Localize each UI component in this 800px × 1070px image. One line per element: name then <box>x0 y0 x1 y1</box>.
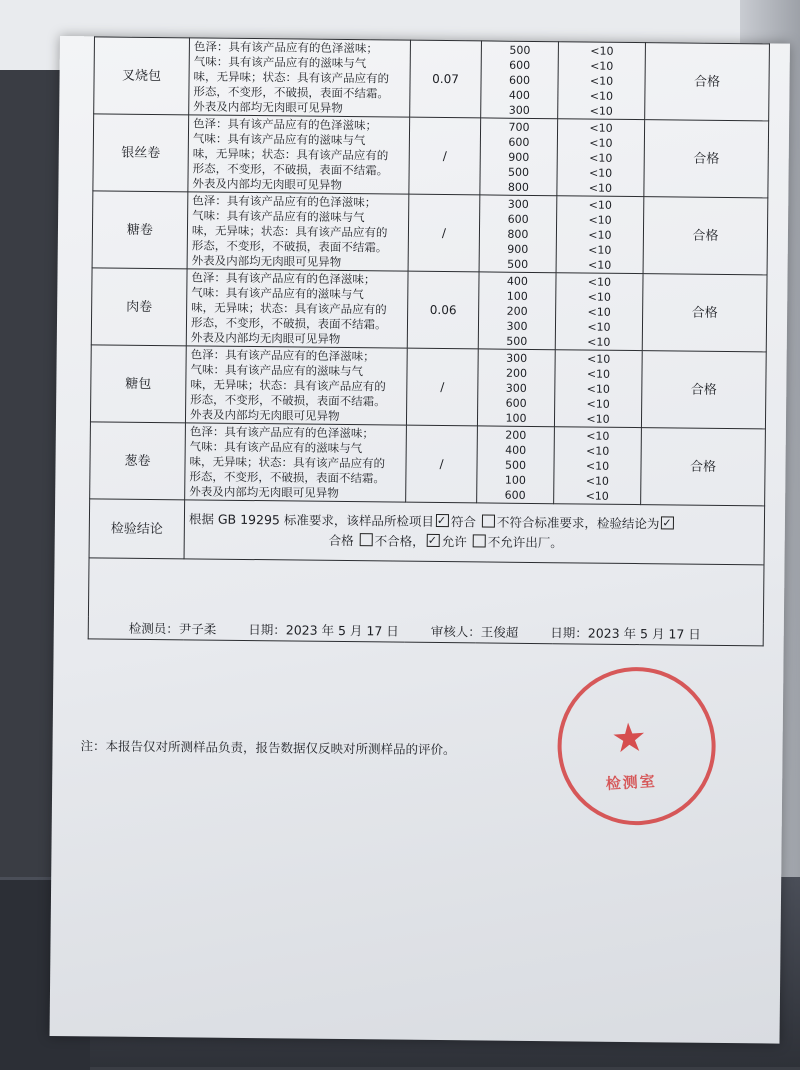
coliform-value: <10 <box>590 44 614 58</box>
coliform-value: <10 <box>589 74 614 88</box>
item-coliform <box>554 350 642 428</box>
checkbox-fail[interactable] <box>360 533 373 546</box>
desc-line: 味，无异味；状态：具有该产品应有的 <box>191 222 388 239</box>
desc-line: 外表及内部均无肉眼可见异物 <box>189 483 339 500</box>
plate-count: 600 <box>508 135 530 149</box>
coliform-value: <10 <box>589 104 613 118</box>
coliform-value: <10 <box>586 444 610 458</box>
plate-count: 300 <box>507 197 529 211</box>
desc-line: 形态，不变形，不破损，表面不结霜。 <box>191 237 388 254</box>
plate-count: 500 <box>509 43 531 57</box>
option-conform: 符合 <box>450 514 476 530</box>
item-coliform <box>557 119 645 197</box>
desc-line: 色泽：具有该产品应有的色泽滋味； <box>193 38 378 55</box>
desc-line: 色泽：具有该产品应有的色泽滋味； <box>192 192 377 209</box>
plate-count: 200 <box>505 428 527 442</box>
plate-count: 400 <box>508 88 530 102</box>
table-row <box>93 114 769 198</box>
plate-count: 600 <box>504 488 526 502</box>
plate-count: 500 <box>508 165 530 179</box>
plate-count: 600 <box>507 212 529 226</box>
coliform-value: <10 <box>586 412 610 426</box>
coliform-value: <10 <box>589 121 613 135</box>
coliform-value: <10 <box>588 181 613 195</box>
desc-line: 气味：具有该产品应有的滋味与气 <box>190 361 364 378</box>
item-name: 糖包 <box>90 345 186 423</box>
option-allow: 允许 <box>441 534 467 550</box>
coliform-value: <10 <box>586 429 610 443</box>
desc-line: 气味：具有该产品应有的滋味与气 <box>189 438 363 455</box>
item-value: / <box>406 348 478 426</box>
plate-count: 500 <box>506 334 528 348</box>
plate-count: 100 <box>505 411 527 425</box>
inspect-date: 日期：2023 年 5 月 17 日 <box>248 621 399 639</box>
inspection-table <box>88 36 770 646</box>
desc-line: 色泽：具有该产品应有的色泽滋味； <box>193 115 378 132</box>
coliform-value: <10 <box>587 290 611 304</box>
desc-line: 色泽：具有该产品应有的色泽滋味； <box>190 346 375 363</box>
item-result: 合格 <box>641 428 766 506</box>
item-value: / <box>406 425 478 503</box>
coliform-value: <10 <box>589 151 613 165</box>
desc-line: 气味：具有该产品应有的滋味与气 <box>193 53 367 70</box>
item-value: 0.07 <box>410 40 482 118</box>
coliform-value: <10 <box>586 352 611 366</box>
official-stamp <box>553 663 720 830</box>
item-name: 葱卷 <box>90 422 186 500</box>
coliform-value: <10 <box>588 228 612 242</box>
plate-count: 700 <box>508 120 530 134</box>
desc-line: 外表及内部均无肉眼可见异物 <box>192 175 343 192</box>
coliform-value: <10 <box>586 382 611 396</box>
desc-line: 味，无异味；状态：具有该产品应有的 <box>190 376 386 393</box>
table-row <box>92 191 768 275</box>
coliform-value: <10 <box>587 275 612 289</box>
plate-count: 900 <box>507 242 529 256</box>
item-name: 肉卷 <box>91 268 187 346</box>
item-coliform <box>555 273 643 351</box>
plate-count: 300 <box>506 319 528 333</box>
table-row <box>94 37 770 121</box>
coliform-value: <10 <box>586 367 611 381</box>
conclusion-row <box>89 499 765 565</box>
coliform-value: <10 <box>587 320 611 334</box>
coliform-value: <10 <box>585 474 610 488</box>
spacer-row <box>88 558 764 624</box>
coliform-value: <10 <box>588 166 613 180</box>
option-pass: 合格 <box>328 532 354 549</box>
plate-count: 400 <box>506 274 529 288</box>
item-value: / <box>409 117 481 195</box>
report-paper <box>50 36 790 1044</box>
coliform-value: <10 <box>585 489 609 503</box>
desc-line: 外表及内部均无肉眼可见异物 <box>190 329 341 346</box>
option-deny: 不允许出厂。 <box>487 534 563 551</box>
plate-count: 500 <box>504 458 527 472</box>
checkbox-pass[interactable] <box>661 516 674 529</box>
item-plate-counts <box>478 272 556 350</box>
item-sensory-desc <box>185 346 407 425</box>
plate-count: 400 <box>505 443 527 457</box>
coliform-value: <10 <box>586 397 610 411</box>
item-value: / <box>408 194 480 272</box>
item-plate-counts <box>477 349 555 427</box>
coliform-value: <10 <box>587 305 611 319</box>
plate-count: 300 <box>505 381 527 395</box>
item-name: 糖卷 <box>92 191 188 269</box>
item-sensory-desc <box>189 38 411 117</box>
stamp-star-icon: ★ <box>609 714 649 763</box>
coliform-value: <10 <box>587 335 611 349</box>
conclusion-part1: 根据 GB 19295 标准要求，该样品所检项目 <box>188 511 434 529</box>
inspector: 检测员：尹子柔 <box>128 620 217 637</box>
item-plate-counts <box>480 118 558 196</box>
plate-count: 800 <box>507 180 530 194</box>
desc-line: 气味：具有该产品应有的滋味与气 <box>192 130 366 147</box>
checkbox-deny[interactable] <box>473 534 486 547</box>
desc-line: 外表及内部均无肉眼可见异物 <box>189 406 340 423</box>
item-coliform <box>558 42 646 120</box>
plate-count: 100 <box>504 473 526 487</box>
conclusion-label: 检验结论 <box>89 499 185 559</box>
item-coliform <box>556 196 644 274</box>
item-sensory-desc <box>186 269 408 348</box>
item-sensory-desc <box>187 192 409 271</box>
desc-line: 形态，不变形，不破损，表面不结霜。 <box>193 83 389 100</box>
item-result: 合格 <box>645 43 770 121</box>
coliform-value: <10 <box>587 258 612 272</box>
item-name: 叉烧包 <box>94 37 190 115</box>
desc-line: 形态，不变形，不破损，表面不结霜。 <box>189 468 385 485</box>
review-date: 日期：2023 年 5 月 17 日 <box>550 624 701 642</box>
checkbox-not-conform[interactable] <box>482 514 495 527</box>
coliform-value: <10 <box>585 459 610 473</box>
item-result: 合格 <box>644 120 769 198</box>
item-result: 合格 <box>642 274 767 352</box>
desc-line: 味，无异味；状态：具有该产品应有的 <box>191 299 387 316</box>
plate-count: 200 <box>506 304 528 318</box>
item-coliform <box>554 427 642 505</box>
table-row <box>90 422 766 506</box>
desc-line: 味，无异味；状态：具有该产品应有的 <box>192 145 389 162</box>
desc-line: 形态，不变形，不破损，表面不结霜。 <box>192 160 389 177</box>
item-name: 银丝卷 <box>93 114 189 192</box>
coliform-value: <10 <box>589 136 613 150</box>
item-sensory-desc <box>188 115 410 194</box>
option-not-conform: 不符合标准要求，检验结论为 <box>496 514 660 532</box>
coliform-value: <10 <box>590 59 614 73</box>
plate-count: 800 <box>507 227 529 241</box>
plate-count: 100 <box>506 289 528 303</box>
desc-line: 气味：具有该产品应有的滋味与气 <box>191 284 364 301</box>
item-plate-counts <box>479 195 557 273</box>
plate-count: 300 <box>506 351 528 365</box>
plate-count: 300 <box>508 103 530 117</box>
table-row <box>91 268 767 352</box>
plate-count: 600 <box>509 58 531 72</box>
conclusion-text <box>184 500 765 565</box>
footnote: 注：本报告仅对所测样品负责，报告数据仅反映对所测样品的评价。 <box>80 738 456 758</box>
plate-count: 500 <box>507 257 529 271</box>
item-value: 0.06 <box>407 271 479 349</box>
desc-line: 形态，不变形，不破损，表面不结霜。 <box>190 314 387 331</box>
desc-line: 色泽：具有该产品应有的色泽滋味； <box>191 269 376 286</box>
desc-line: 外表及内部均无肉眼可见异物 <box>191 252 342 269</box>
desc-line: 味，无异味；状态：具有该产品应有的 <box>189 453 386 470</box>
desc-line: 外表及内部均无肉眼可见异物 <box>193 98 343 115</box>
desc-line: 味，无异味；状态：具有该产品应有的 <box>193 68 390 85</box>
coliform-value: <10 <box>588 198 612 212</box>
plate-count: 600 <box>508 73 531 87</box>
item-result: 合格 <box>643 197 768 275</box>
stamp-text: 检测室 <box>605 771 658 793</box>
coliform-value: <10 <box>589 89 614 103</box>
item-plate-counts <box>477 426 555 504</box>
desc-line: 气味：具有该产品应有的滋味与气 <box>192 207 365 224</box>
item-sensory-desc <box>185 423 407 502</box>
desc-line: 形态，不变形，不破损，表面不结霜。 <box>190 391 386 408</box>
checkbox-allow[interactable] <box>427 534 440 547</box>
desc-line: 色泽：具有该产品应有的色泽滋味； <box>189 423 374 440</box>
coliform-value: <10 <box>588 213 612 227</box>
reviewer: 审核人：王俊超 <box>430 623 519 640</box>
option-fail: 不合格， <box>374 533 425 549</box>
item-plate-counts <box>481 41 559 119</box>
checkbox-conform[interactable] <box>436 514 449 527</box>
coliform-value: <10 <box>588 243 612 257</box>
item-result: 合格 <box>641 351 766 429</box>
plate-count: 200 <box>505 366 528 380</box>
plate-count: 900 <box>508 150 530 164</box>
plate-count: 600 <box>505 396 527 410</box>
table-row <box>90 345 766 429</box>
